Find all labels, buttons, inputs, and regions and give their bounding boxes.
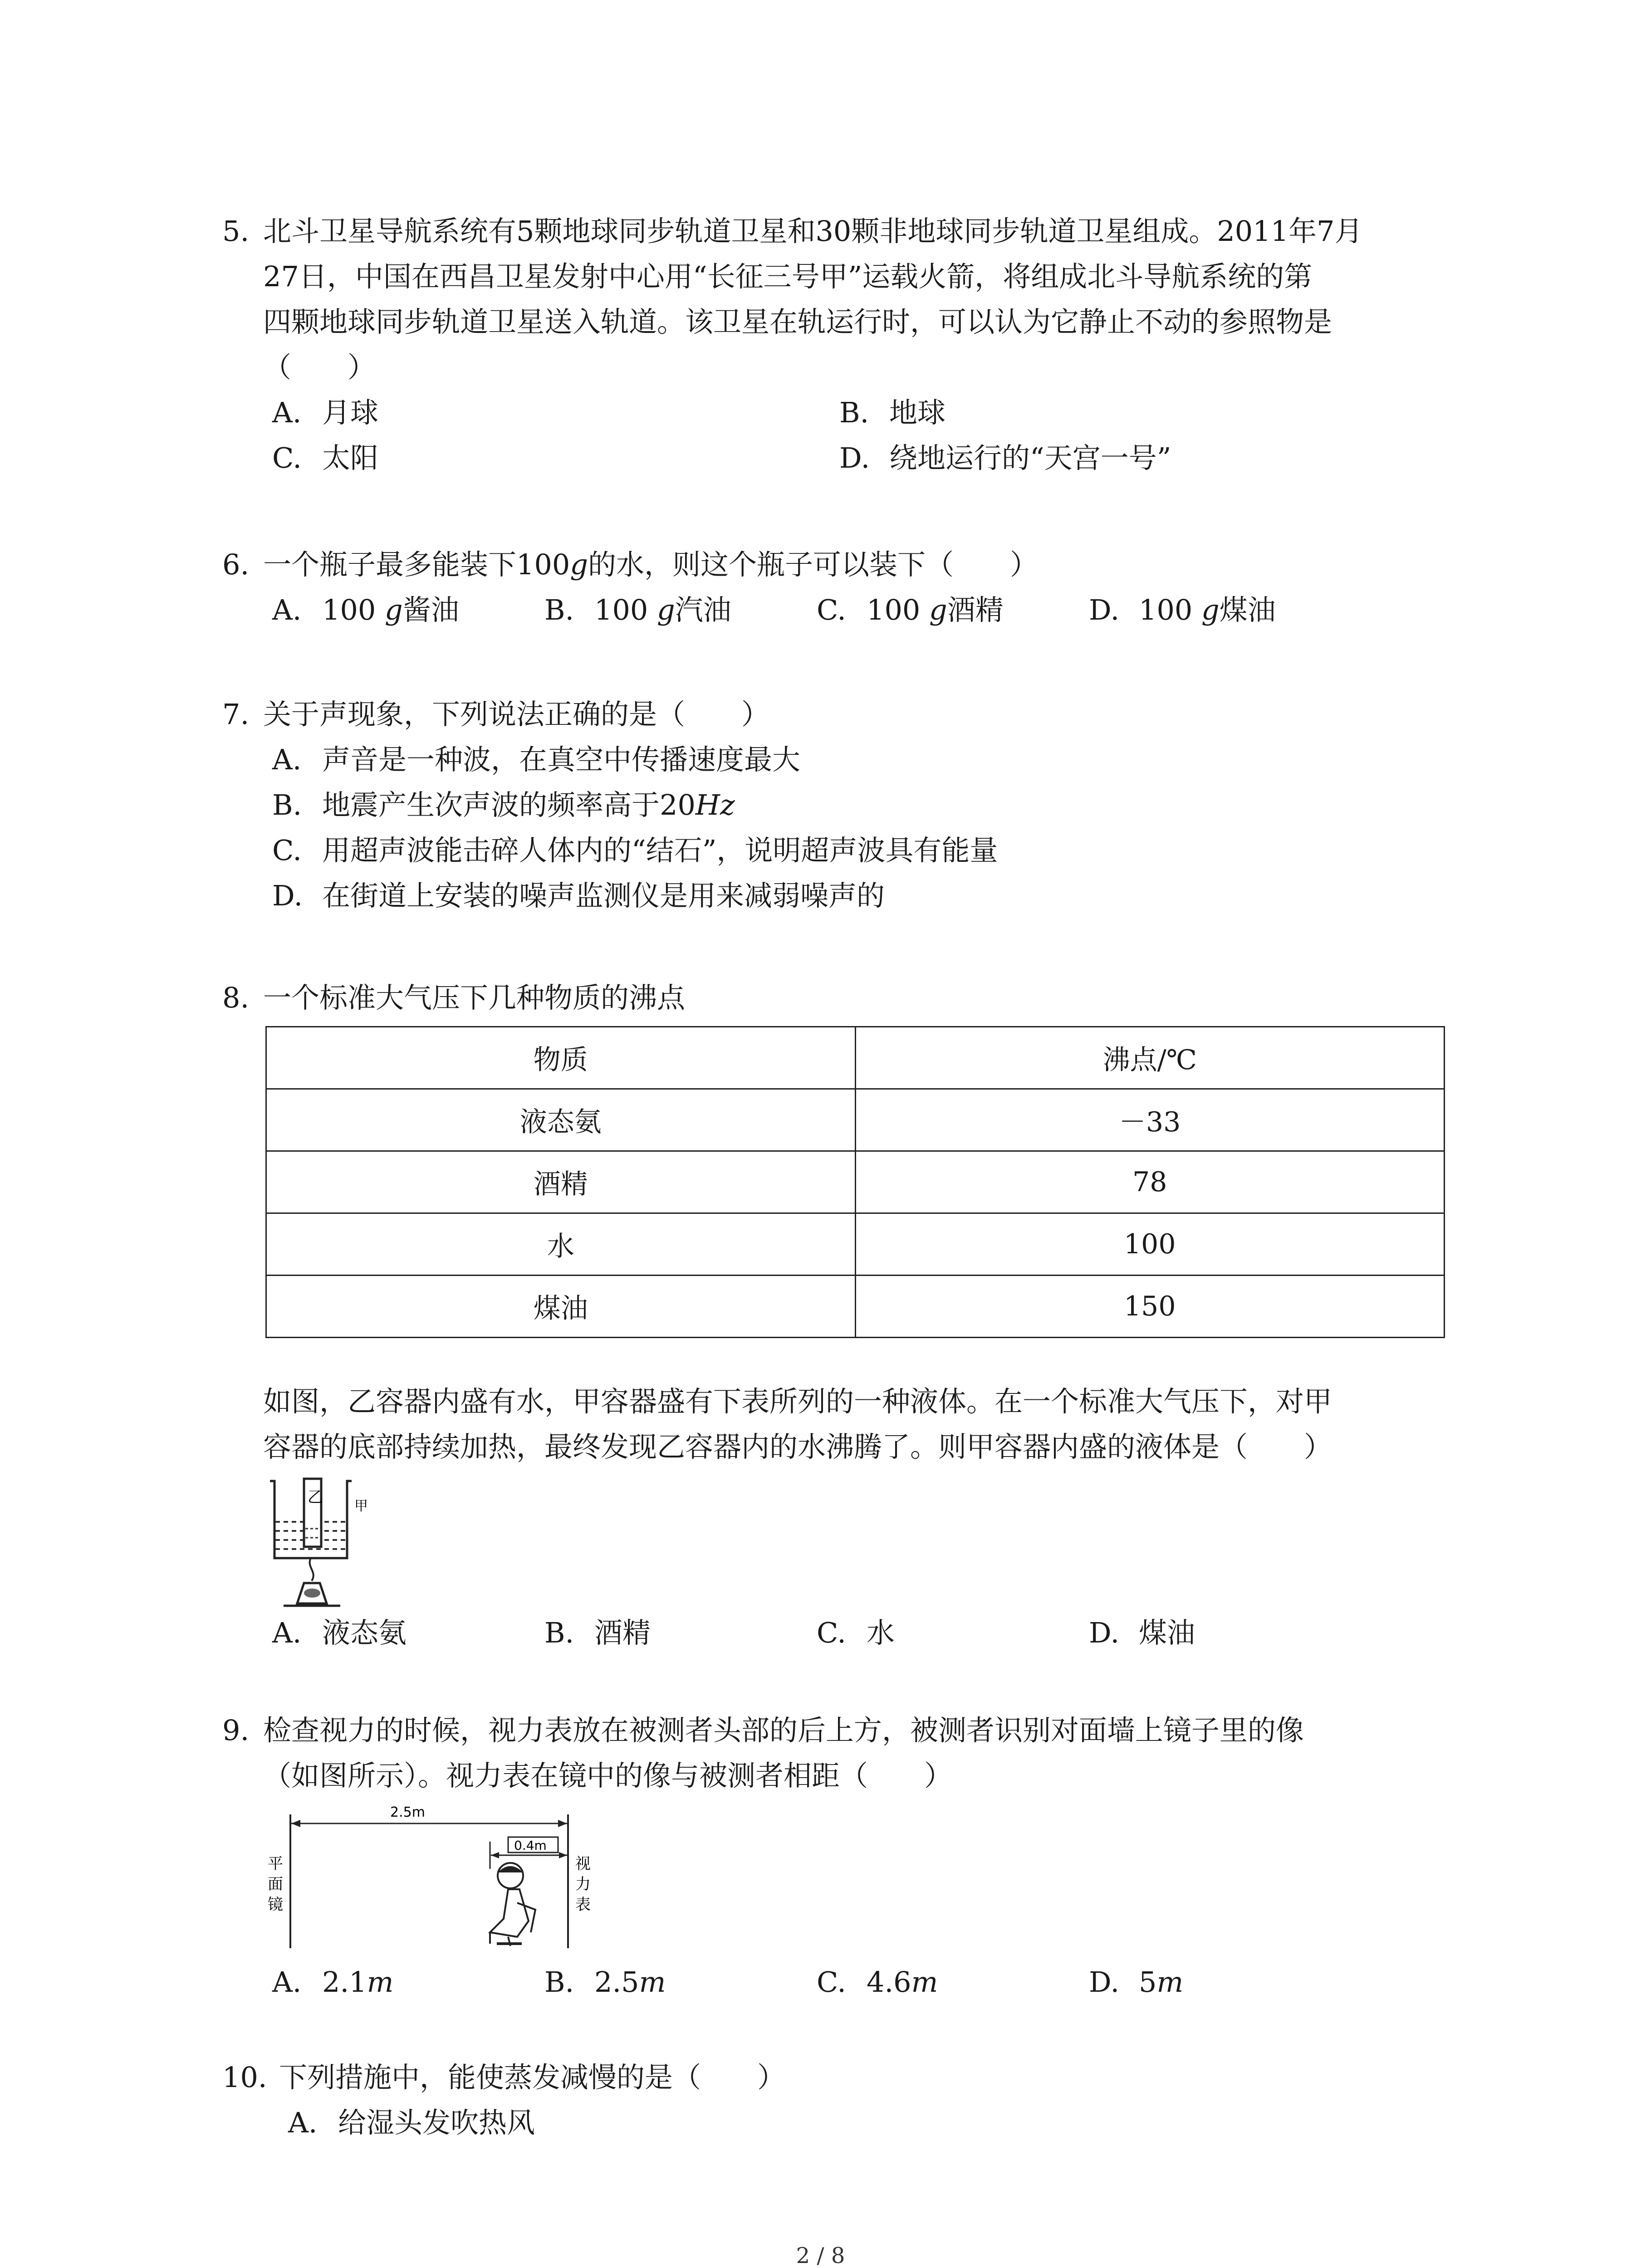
option-b[interactable]: B. 100 g汽油	[544, 593, 731, 626]
table-row	[266, 1151, 1445, 1213]
question-number: 5.	[222, 215, 250, 248]
option-a[interactable]: A. 月球	[272, 396, 379, 429]
question-stem: 下列措施中，能使蒸发减慢的是（ ）	[279, 2061, 786, 2094]
option-d[interactable]: D. 在街道上安装的噪声监测仪是用来减弱噪声的	[272, 879, 885, 912]
page-number: 2 / 8	[796, 2243, 845, 2268]
question-number: 10.	[222, 2061, 267, 2094]
option-b[interactable]: B. 酒精	[544, 1616, 651, 1649]
question-9-options	[222, 1960, 1470, 2005]
table-row	[266, 1213, 1445, 1276]
option-b[interactable]: B. 地震产生次声波的频率高于20Hz	[272, 788, 735, 821]
question-8	[222, 975, 1470, 1021]
table-cell: 煤油	[266, 1276, 856, 1338]
option-a[interactable]: A. 液态氨	[272, 1616, 407, 1649]
question-stem-line: 四颗地球同步轨道卫星送入轨道。该卫星在轨运行时，可以认为它静止不动的参照物是	[263, 305, 1332, 338]
question-7	[222, 692, 1470, 919]
option-a[interactable]: A. 给湿头发吹热风	[288, 2106, 535, 2139]
option-c[interactable]: C. 水	[817, 1616, 895, 1649]
distance-total-label: 2.5m	[390, 1804, 425, 1820]
question-stem-line: 北斗卫星导航系统有5颗地球同步轨道卫星和30颗非地球同步轨道卫星组成。2011年7月	[263, 215, 1363, 248]
question-6	[222, 542, 1470, 633]
option-c[interactable]: C. 100 g酒精	[817, 593, 1004, 626]
chart-label-2: 力	[575, 1875, 591, 1893]
table-row	[266, 1089, 1445, 1151]
question-stem: 一个标准大气压下几种物质的沸点	[263, 981, 686, 1014]
question-stem-line: 检查视力的时候，视力表放在被测者头部的后上方，被测者识别对面墙上镜子里的像	[263, 1714, 1304, 1747]
question-number: 6.	[222, 548, 250, 581]
question-number: 8.	[222, 981, 250, 1014]
table-cell: －33	[855, 1089, 1445, 1151]
person-icon	[490, 1863, 535, 1946]
container-heating-figure	[265, 1474, 383, 1610]
distance-near-label: 0.4m	[514, 1838, 547, 1853]
option-a[interactable]: A. 2.1m	[272, 1965, 394, 1999]
question-stem-line: （ ）	[263, 351, 376, 384]
question-8-text	[222, 1379, 1470, 1470]
question-stem: 一个瓶子最多能装下100g的水，则这个瓶子可以装下（ ）	[263, 548, 1038, 581]
table-cell: 液态氨	[266, 1089, 856, 1151]
table-cell: 水	[266, 1213, 856, 1276]
question-10	[222, 2055, 1470, 2146]
question-text-line: 容器的底部持续加热，最终发现乙容器内的水沸腾了。则甲容器内盛的液体是（ ）	[263, 1430, 1332, 1463]
mirror-label-2: 面	[268, 1875, 283, 1893]
question-5	[222, 209, 1470, 481]
table-cell: 150	[855, 1276, 1445, 1338]
table-header: 物质	[266, 1027, 856, 1089]
table-cell: 78	[855, 1151, 1445, 1213]
question-number: 9.	[222, 1714, 250, 1747]
boiling-point-table	[265, 1026, 1445, 1338]
question-stem-line: 27日，中国在西昌卫星发射中心用“长征三号甲”运载火箭，将组成北斗导航系统的第	[263, 260, 1313, 293]
mirror-label-1: 平	[268, 1855, 283, 1873]
table-header: 沸点/℃	[855, 1027, 1445, 1089]
question-stem-line: （如图所示）。视力表在镜中的像与被测者相距（ ）	[263, 1759, 953, 1792]
option-d[interactable]: D. 绕地运行的“天宫一号”	[839, 441, 1171, 474]
table-cell: 酒精	[266, 1151, 856, 1213]
table-header-row	[266, 1027, 1445, 1089]
table-row	[266, 1276, 1445, 1338]
option-c[interactable]: C. 用超声波能击碎人体内的“结石”，说明超声波具有能量	[272, 834, 998, 867]
chart-label-1: 视	[575, 1855, 591, 1873]
option-b[interactable]: B. 2.5m	[544, 1965, 666, 1999]
question-stem: 关于声现象，下列说法正确的是（ ）	[263, 698, 770, 731]
option-d[interactable]: D. 5m	[1089, 1965, 1184, 1999]
mirror-label-3: 镜	[268, 1896, 283, 1914]
question-text-line: 如图，乙容器内盛有水，甲容器盛有下表所列的一种液体。在一个标准大气压下，对甲	[263, 1385, 1332, 1418]
option-a[interactable]: A. 声音是一种波，在真空中传播速度最大	[272, 743, 801, 776]
option-c[interactable]: C. 4.6m	[817, 1965, 938, 1999]
question-number: 7.	[222, 698, 250, 731]
inner-container-label: 乙	[308, 1488, 323, 1506]
eye-test-figure	[263, 1796, 608, 1964]
option-a[interactable]: A. 100 g酱油	[272, 593, 459, 626]
question-9	[222, 1708, 1470, 1799]
option-d[interactable]: D. 煤油	[1089, 1616, 1195, 1649]
option-d[interactable]: D. 100 g煤油	[1089, 593, 1276, 626]
table-cell: 100	[855, 1213, 1445, 1276]
outer-container-label: 甲	[354, 1498, 368, 1514]
option-c[interactable]: C. 太阳	[272, 441, 379, 474]
option-b[interactable]: B. 地球	[839, 396, 946, 429]
chart-label-3: 表	[575, 1896, 591, 1914]
question-8-options	[222, 1610, 1470, 1656]
